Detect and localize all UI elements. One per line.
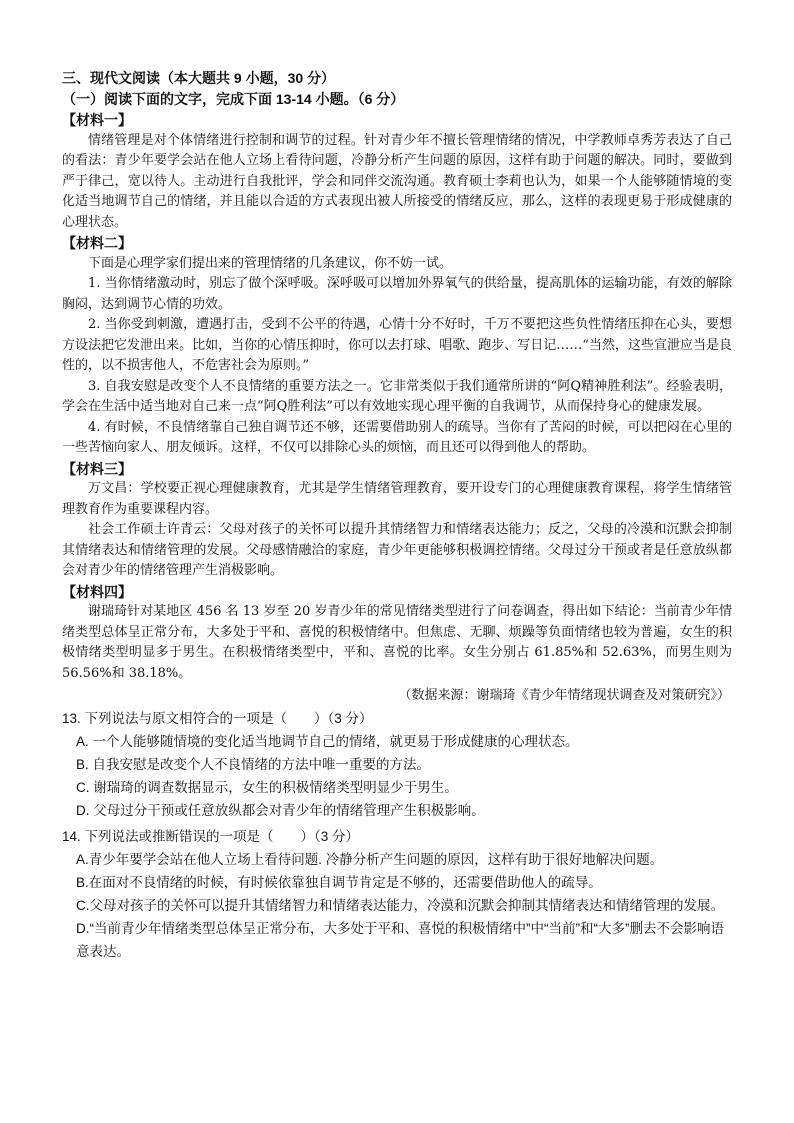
answer-option-a: A. 一个人能够随情境的变化适当地调节自己的情绪，就更易于形成健康的心理状态。 — [76, 734, 579, 749]
section-title: 三、现代文阅读（本大题共 9 小题，30 分） — [62, 70, 336, 86]
question-13 — [62, 707, 732, 822]
data-source-note: （数据来源：谢瑞琦《青少年情绪现状调查及对策研究》） — [398, 687, 730, 702]
question-stem: 13. 下列说法与原文相符合的一项是（ ）（3 分） — [62, 711, 373, 726]
material-paragraph: 社会工作硕士许青云：父母对孩子的关怀可以提升其情绪智力和情绪表达能力；反之，父母的冷漠和沉默会抑制其情绪表达和情绪管理的发展。父母感情融洽的家庭，青少年更能够积极调控情绪。父母过分干预或者是任意放纵都会对青少年的情绪管理产生消极影响。 — [62, 522, 732, 578]
material-label-1: 【材料一】 — [62, 112, 132, 128]
question-14 — [62, 825, 732, 963]
answer-option-d: D. 父母过分干预或任意放纵都会对青少年的情绪管理产生积极影响。 — [76, 803, 485, 818]
material-label-3: 【材料三】 — [62, 460, 132, 477]
answer-option-a: A.青少年要学会站在他人立场上看待问题. 冷静分析产生问题的原因，这样有助于很好地解决问题。 — [76, 852, 664, 867]
subsection-title: （一）阅读下面的文字，完成下面 13-14 小题。（6 分） — [62, 91, 405, 107]
answer-option-c: C.父母对孩子的关怀可以提升其情绪智力和情绪表达能力，冷漠和沉默会抑制其情绪表达和情绪管理的发展。 — [76, 898, 724, 913]
answer-option-b: B.在面对不良情绪的时候，有时候依靠独自调节肯定是不够的，还需要借助他人的疏导。 — [76, 875, 602, 890]
material-paragraph: 情绪管理是对个体情绪进行控制和调节的过程。针对青少年不擅长管理情绪的情况，中学教师卓秀芳表达了自己的看法：青少年要学会站在他人立场上看待问题，冷静分析产生问题的原因，这样有助于问题的解决。同时，要做到严于律己，宽以待人。主动进行自我批评，学会和同伴交流沟通。教育硕士李莉也认为，如果一个人能够随情境的变化适当地调节自己的情绪，并且能以合适的方式表现出被人所接受的情绪反应，那么，这样的表现更易于形成健康的心理状态。 — [62, 132, 732, 230]
reading-section — [62, 68, 732, 963]
answer-option-b: B. 自我安慰是改变个人不良情绪的方法中唯一重要的方法。 — [76, 757, 431, 772]
material-paragraph: 下面是心理学家们提出来的管理情绪的几条建议，你不妨一试。 — [88, 255, 453, 271]
question-stem: 14. 下列说法或推断错误的一项是（ ）（3 分） — [62, 829, 360, 844]
material-paragraph: 1. 当你情绪激动时，别忘了做个深呼吸。深呼吸可以增加外界氧气的供给量，提高肌体的运输功能，有效的解除胸闷，达到调节心情的功效。 — [62, 276, 732, 312]
material-paragraph: 4. 有时候，不良情绪靠自己独自调节还不够，还需要借助别人的疏导。当你有了苦闷的时候，可以把闷在心里的一些苦恼向家人、朋友倾诉。这样，不仅可以排除心头的烦恼，而且还可以得到他人的帮助。 — [62, 419, 732, 455]
answer-option-c: C. 谢瑞琦的调查数据显示，女生的积极情绪类型明显少于男生。 — [76, 780, 458, 795]
material-label-4: 【材料四】 — [62, 583, 132, 600]
material-paragraph: 3. 自我安慰是改变个人不良情绪的重要方法之一。它非常类似于我们通常所讲的“阿Q精神胜利法”。经验表明，学会在生活中适当地对自己来一点“阿Q胜利法”可以有效地实现心理平衡的自我调节，从而保持身心的健康发展。 — [62, 378, 732, 414]
material-label-2: 【材料二】 — [62, 235, 132, 251]
material-paragraph: 万文昌：学校要正视心理健康教育，尤其是学生情绪管理教育，要开设专门的心理健康教育课程，将学生情绪管理教育作为重要课程内容。 — [62, 481, 732, 517]
material-paragraph: 谢瑞琦针对某地区 456 名 13 岁至 20 岁青少年的常见情绪类型进行了问卷调查，得出如下结论：当前青少年情绪类型总体呈正常分布，大多处于平和、喜悦的积极情绪中。但焦虑、无聊、烦躁等负面情绪也较为普遍，女生的积极情绪类型明显多于男生。在积极情绪类型中，平和、喜悦的比率。女生分别占 61.85%和 52.63%，而男生则为 56.56%和 38.18%。 — [62, 604, 732, 681]
answer-option-d: D.“当前青少年情绪类型总体呈正常分布，大多处于平和、喜悦的积极情绪中”中“当前”和“大多”删去不会影响语意表达。 — [76, 921, 724, 959]
material-paragraph: 2. 当你受到刺激，遭遇打击，受到不公平的待遇，心情十分不好时，千万不要把这些负性情绪压抑在心头，要想方设法把它发泄出来。比如，当你的心情压抑时，你可以去打球、唱歌、跑步、写日记……“当然，这些宣泄应当是良性的，以不损害他人，不危害社会为原则。” — [62, 317, 732, 373]
